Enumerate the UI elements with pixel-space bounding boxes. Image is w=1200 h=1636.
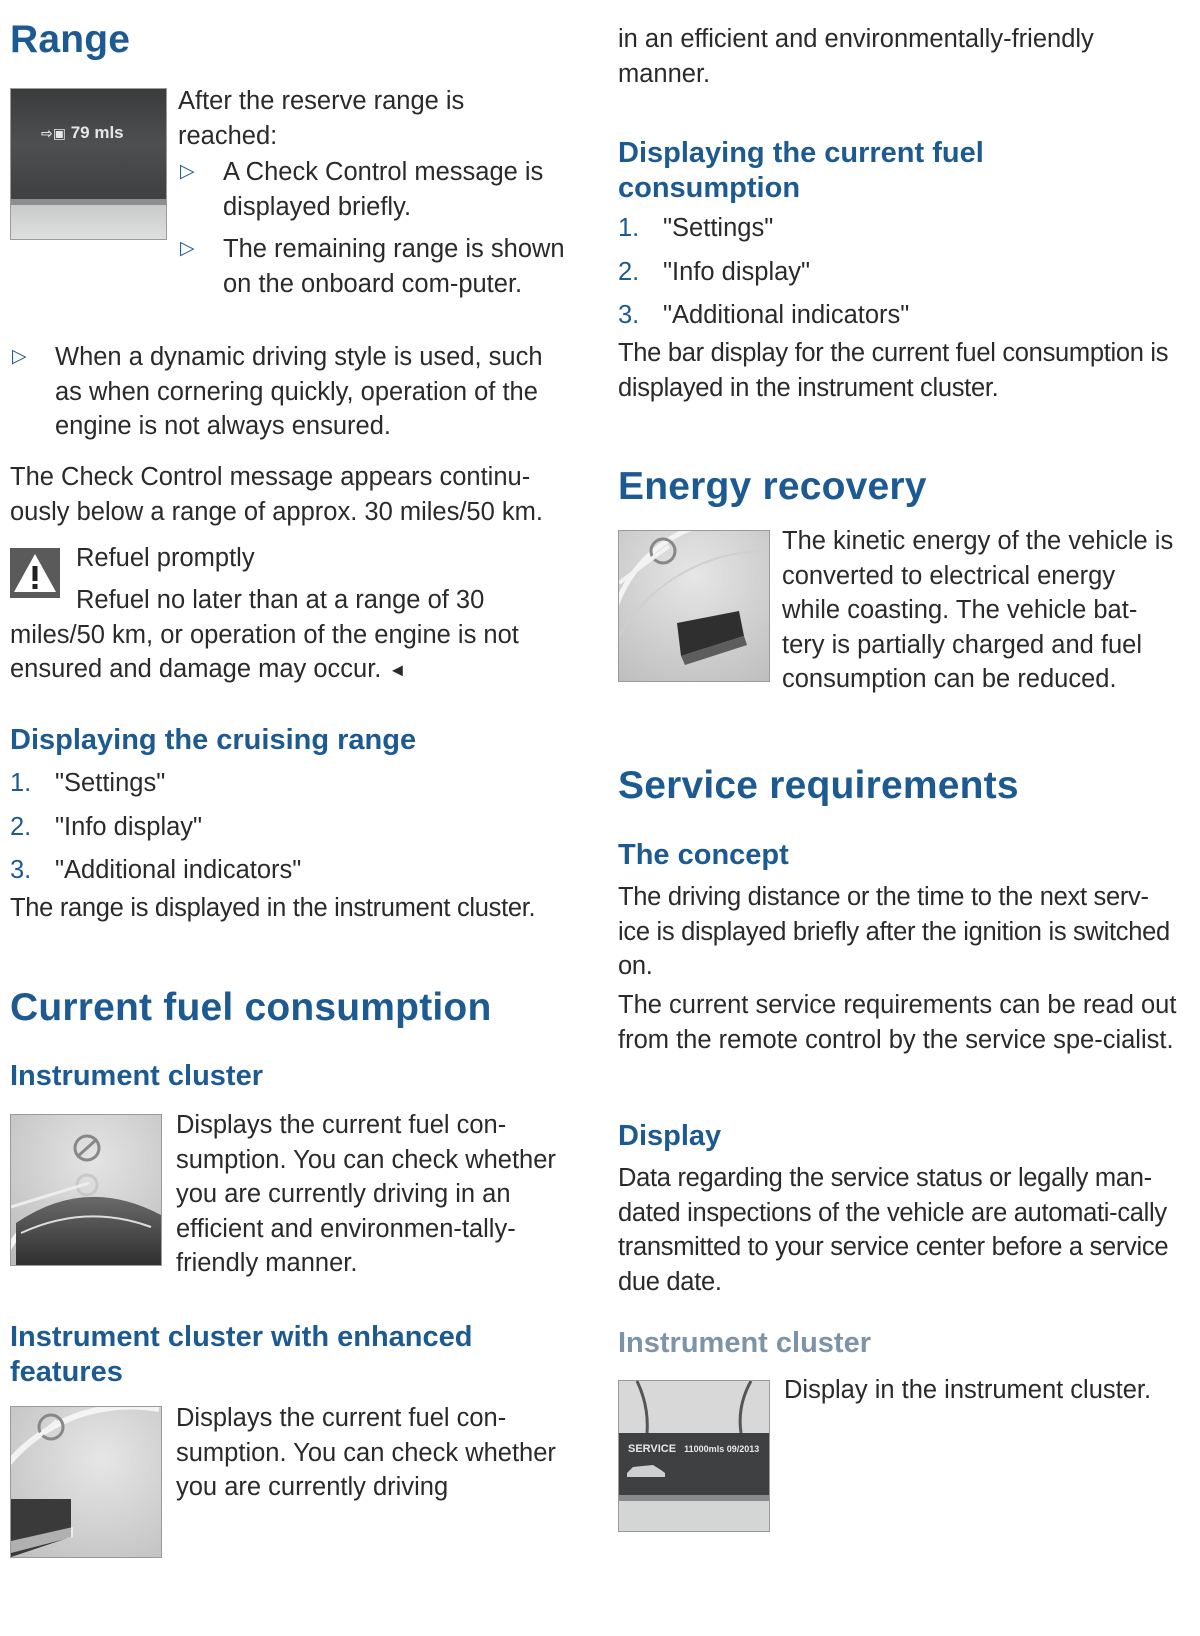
- service-label: SERVICE: [628, 1443, 677, 1455]
- fuel-gauge-image: [10, 1114, 162, 1266]
- cruising-range-heading: Displaying the cruising range: [10, 724, 417, 756]
- range-bullets: [10, 340, 575, 452]
- energy-gauge-image: [618, 530, 770, 682]
- list-item: 3. "Additional indicators": [618, 301, 910, 329]
- service-display-image: [618, 1380, 770, 1532]
- range-bullets-indented: [178, 155, 576, 309]
- range-heading: Range: [10, 18, 131, 61]
- instrument-cluster-text: Displays the current fuel con-sumption. You can check whether you are currently driving in an efficient and environmen-tally-friendly manner.: [176, 1111, 556, 1277]
- concept-heading: The concept: [618, 839, 789, 871]
- list-item: ▷ When a dynamic driving style is used, such as when cornering quickly, operation of the engine is not always ensured.: [10, 340, 575, 444]
- concept-text-1: The driving distance or the time to the next serv-ice is displayed briefly after the ignition is switched on.: [618, 883, 1170, 980]
- fuel-pump-icon: ⇨▣: [41, 125, 66, 141]
- list-item: 2. "Info display": [10, 812, 203, 841]
- range-display-image: [10, 88, 167, 240]
- enhanced-cluster-heading: Instrument cluster with enhanced features: [10, 1321, 473, 1388]
- service-requirements-heading: Service requirements: [618, 764, 1019, 807]
- service-instrument-cluster-heading: Instrument cluster: [618, 1327, 871, 1359]
- list-item: 1. "Settings": [10, 769, 166, 797]
- check-control-text: The Check Control message appears continu-ously below a range of approx. 30 miles/50 km.: [10, 463, 543, 526]
- display-heading: Display: [618, 1120, 722, 1152]
- warning-title: Refuel promptly: [76, 544, 255, 572]
- service-cluster-text: Display in the instrument cluster.: [784, 1376, 1152, 1404]
- instrument-cluster-heading: Instrument cluster: [10, 1060, 263, 1092]
- continuation-text: in an efficient and environmentally-friendly manner.: [618, 25, 1094, 88]
- end-mark: ◄: [388, 660, 407, 680]
- triangle-bullet-icon: ▷: [180, 161, 195, 182]
- displaying-fuel-note: The bar display for the current fuel consumption is displayed in the instrument cluster.: [618, 339, 1169, 402]
- energy-recovery-text: The kinetic energy of the vehicle is converted to electrical energy while coasting. The vehicle bat-tery is partially charged and fuel consumption can be reduced.: [782, 527, 1174, 693]
- displaying-fuel-steps: [618, 211, 1178, 342]
- list-item: 1. "Settings": [618, 214, 774, 242]
- range-intro: After the reserve range is reached:: [178, 87, 465, 150]
- displaying-fuel-heading: Displaying the current fuel consumption: [618, 137, 984, 204]
- triangle-bullet-icon: ▷: [12, 346, 27, 367]
- gauge-arcs: [619, 1381, 769, 1531]
- warning-text: Refuel no later than at a range of 30 miles/50 km, or operation of the engine is not ensured and damage may occur. ◄: [10, 586, 519, 683]
- enhanced-gauge-image: [10, 1406, 162, 1558]
- list-item: 2. "Info display": [618, 257, 811, 286]
- list-item: ▷ A Check Control message is displayed briefly.: [178, 155, 576, 224]
- service-value: 11000mls 09/2013: [684, 1444, 760, 1454]
- concept-text-2: The current service requirements can be read out from the remote control by the service spe-cialist.: [618, 991, 1177, 1054]
- triangle-bullet-icon: ▷: [180, 238, 195, 259]
- cruising-range-note: The range is displayed in the instrument cluster.: [10, 894, 536, 922]
- enhanced-cluster-text: Displays the current fuel con-sumption. You can check whether you are currently driving: [176, 1404, 556, 1501]
- display-text: Data regarding the service status or legally man-dated inspections of the vehicle are automati-cally transmitted to your service center before a service due date.: [618, 1164, 1169, 1296]
- list-item: 3. "Additional indicators": [10, 856, 302, 884]
- range-readout: 79 mls: [70, 123, 124, 142]
- list-item: ▷ The remaining range is shown on the onboard com-puter.: [178, 232, 576, 301]
- energy-recovery-heading: Energy recovery: [618, 465, 927, 508]
- cruising-range-steps: [10, 766, 575, 897]
- fuel-consumption-heading: Current fuel consumption: [10, 986, 492, 1029]
